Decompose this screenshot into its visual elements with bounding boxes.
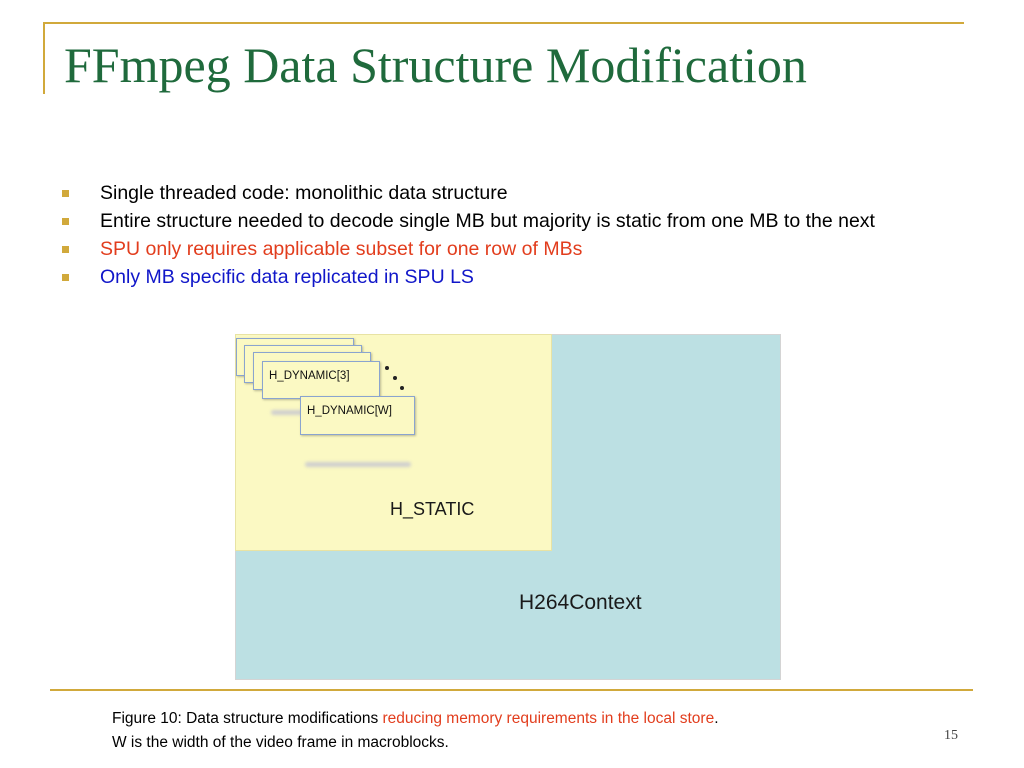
faded-card-shadow [305,462,411,467]
caption-line-1 [112,707,719,731]
data-structure-diagram [235,334,781,680]
slide-title: FFmpeg Data Structure Modification [64,37,807,93]
dynamic-card-label: H_DYNAMIC[W] [307,405,392,417]
square-bullet-icon [62,190,69,197]
ellipsis-dot [385,366,389,370]
caption-line-2: W is the width of the video frame in macroblocks. [112,734,449,751]
dynamic-card-label: H_DYNAMIC[3] [269,370,350,382]
title-frame-left-line [43,22,45,94]
square-bullet-icon [62,274,69,281]
ellipsis-dot [393,376,397,380]
h-static-label: H_STATIC [390,499,475,519]
title-frame-top-line [43,22,964,24]
bullet-item [60,266,960,288]
bullet-text: Entire structure needed to decode single MB but majority is static from one MB to the next [100,210,875,232]
bullet-list [60,182,960,294]
bullet-item [60,182,960,204]
dynamic-card-3 [262,361,380,399]
page-number: 15 [944,728,958,743]
dynamic-card-w [300,396,415,435]
bullet-text: SPU only requires applicable subset for one row of MBs [100,238,583,260]
caption-suffix: . [714,710,719,727]
bullet-item [60,210,960,232]
square-bullet-icon [62,246,69,253]
caption-highlight: reducing memory requirements in the local store [382,710,715,727]
square-bullet-icon [62,218,69,225]
footer-divider [50,689,973,691]
bullet-item [60,238,960,260]
h264context-label: H264Context [519,591,642,614]
bullet-text: Only MB specific data replicated in SPU LS [100,266,474,288]
figure-caption [112,707,719,755]
bullet-text: Single threaded code: monolithic data structure [100,182,508,204]
ellipsis-dot [400,386,404,390]
caption-prefix: Figure 10: Data structure modifications [112,710,383,727]
